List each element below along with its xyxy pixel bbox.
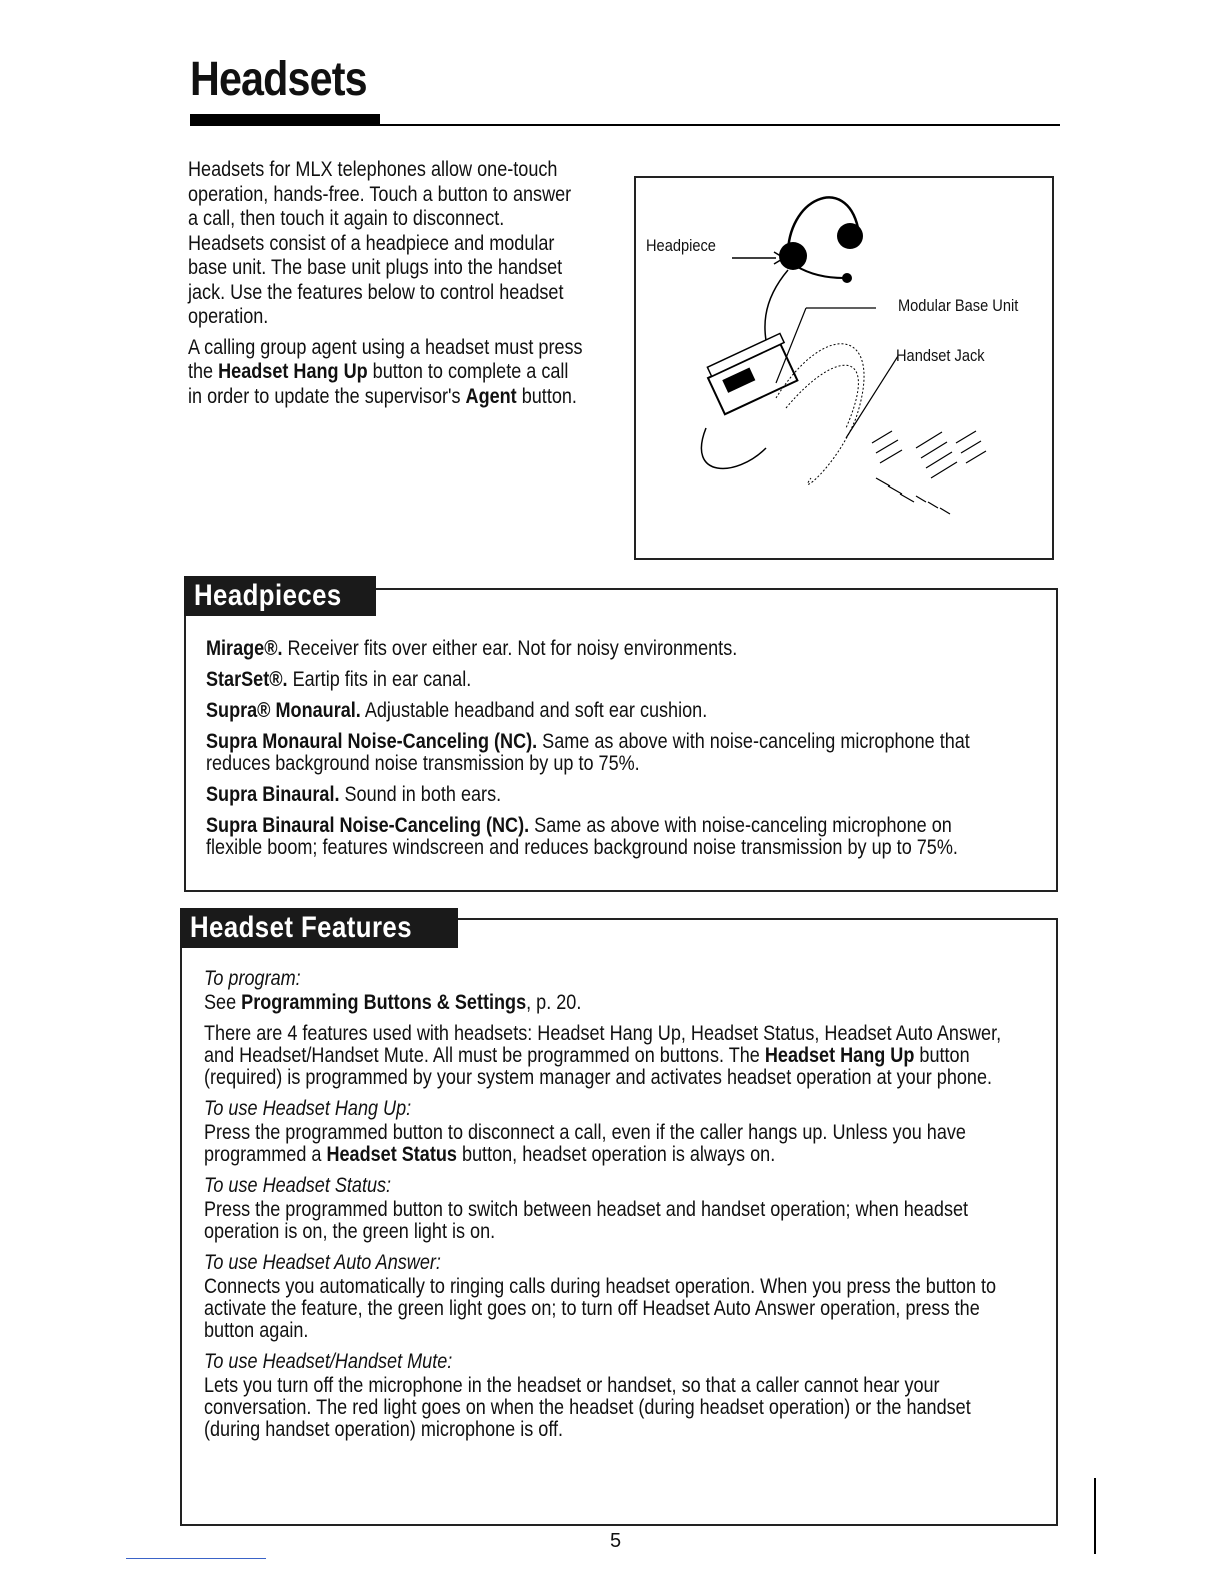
label-modular-base-unit: Modular Base Unit — [898, 296, 1019, 315]
title-rule-thin — [190, 124, 1060, 126]
label-headpiece: Headpiece — [646, 236, 716, 255]
mute-label: To use Headset/Handset Mute: — [204, 1350, 453, 1373]
margin-mark — [1094, 1478, 1096, 1554]
list-item: Mirage®. Receiver fits over either ear. Not for noisy environments. — [206, 637, 738, 660]
footer-rule — [126, 1558, 266, 1559]
headset-features-heading: Headset Features — [180, 908, 458, 948]
to-program-label: To program: — [204, 967, 301, 990]
headset-drawing — [636, 178, 1052, 558]
intro-paragraph-2: A calling group agent using a headset must press the Headset Hang Up button to complete a call in order to update the supervisor's Agent button. — [188, 335, 583, 408]
hangup-text: Press the programmed button to disconnect a call, even if the caller hangs up. Unless you have programmed a Headset Status button, headset operation is always on. — [204, 1121, 966, 1166]
headset-hang-up-ref: Headset Hang Up — [218, 360, 368, 383]
auto-answer-text: Connects you automatically to ringing calls during headset operation. When you press the button to activate the feature, the green light goes on; to turn off Headset Auto Answer operation, press the button again. — [204, 1275, 997, 1342]
headset-illustration — [634, 176, 1054, 560]
hangup-label: To use Headset Hang Up: — [204, 1097, 412, 1120]
headpieces-list — [206, 638, 997, 868]
list-item: Supra Monaural Noise-Canceling (NC). Same as above with noise-canceling microphone that reduces background noise transmission by up to 75%. — [206, 730, 970, 775]
status-label: To use Headset Status: — [204, 1174, 392, 1197]
label-handset-jack: Handset Jack — [896, 346, 985, 365]
page-title: Headsets — [190, 53, 367, 106]
page-number: 5 — [610, 1530, 622, 1552]
mute-text: Lets you turn off the microphone in the headset or handset, so that a caller cannot hear your conversation. The red light goes on when the headset (during headset operation) or the handset (during handset operation) microphone is off. — [204, 1374, 971, 1441]
status-text: Press the programmed button to switch between headset and handset operation; when headset operation is on, the green light is on. — [204, 1198, 969, 1243]
headpieces-heading: Headpieces — [184, 576, 376, 616]
intro-paragraph-1: Headsets for MLX telephones allow one-touch operation, hands-free. Touch a button to answer a call, then touch it again to disconnect. Headsets consist of a headpiece and modular base unit. The base unit plugs into the handset jack. Use the features below to control headset operation. — [188, 158, 572, 328]
headset-features-text — [204, 968, 1004, 1450]
list-item: Supra Binaural. Sound in both ears. — [206, 783, 502, 806]
list-item: Supra® Monaural. Adjustable headband and soft ear cushion. — [206, 699, 708, 722]
list-item: StarSet®. Eartip fits in ear canal. — [206, 668, 472, 691]
title-rule-thick — [190, 114, 380, 124]
list-item: Supra Binaural Noise-Canceling (NC). Same as above with noise-canceling microphone on flexible boom; features windscreen and reduces background noise transmission by up to 75%. — [206, 814, 958, 859]
agent-ref: Agent — [465, 384, 517, 408]
see-reference: See Programming Buttons & Settings, p. 20. — [204, 991, 582, 1014]
features-overview: There are 4 features used with headsets: Headset Hang Up, Headset Status, Headset Auto Answer, and Headset/Handset Mute. All must be programmed on buttons. The Headset Hang Up button (required) is programmed by your system manager and activates headset operation at your phone. — [204, 1022, 1002, 1089]
intro-text — [188, 158, 584, 415]
auto-answer-label: To use Headset Auto Answer: — [204, 1251, 441, 1274]
